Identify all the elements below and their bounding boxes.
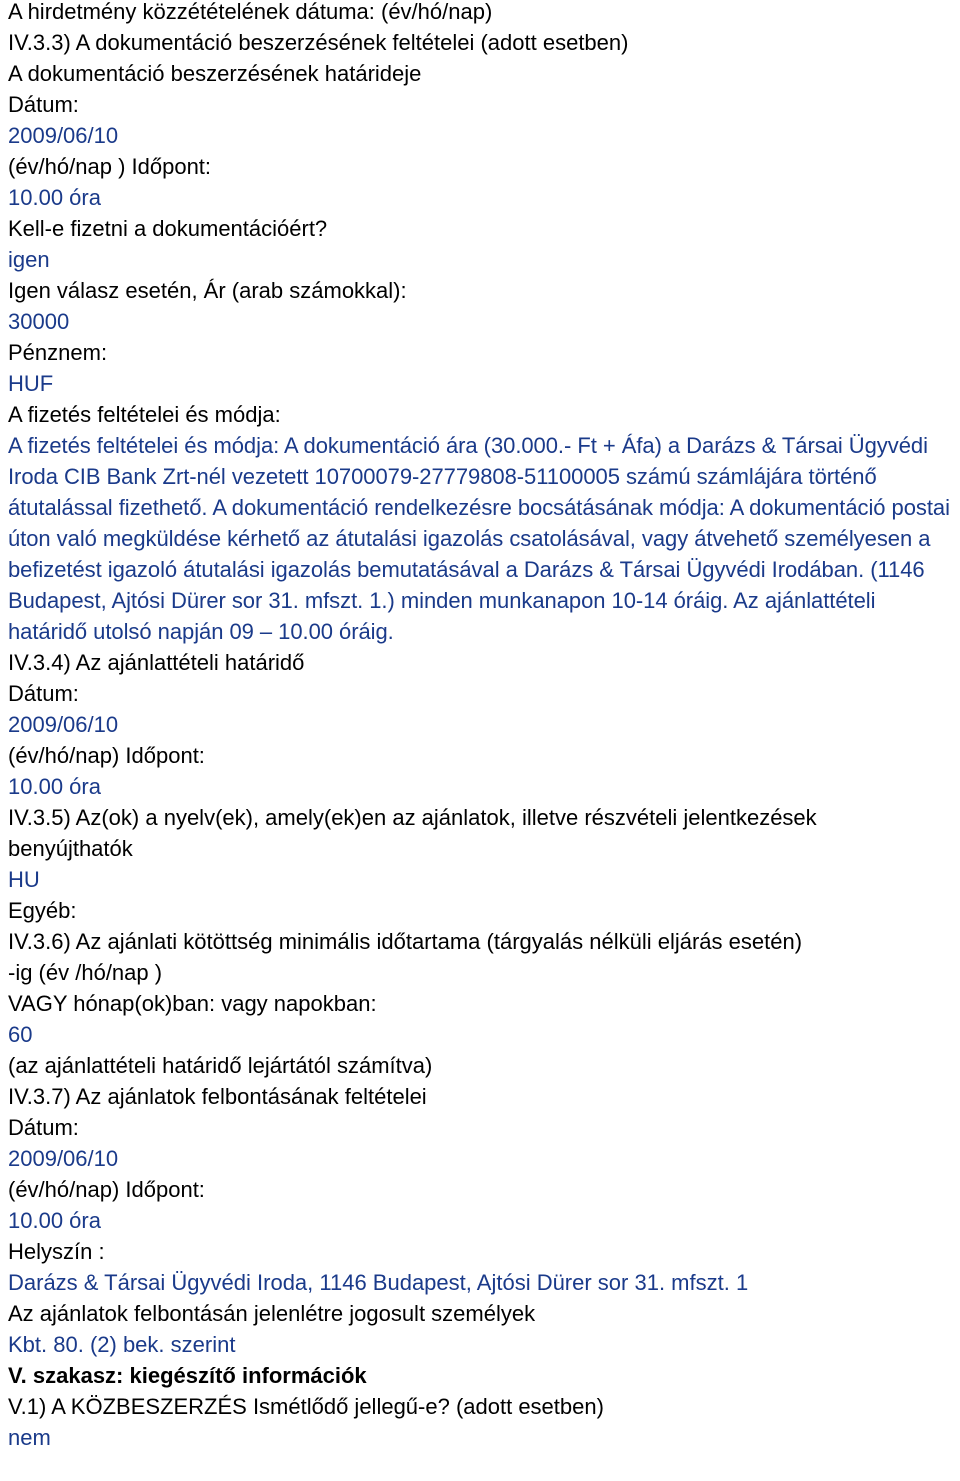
documentation-deadline-label: A dokumentáció beszerzésének határideje bbox=[8, 61, 422, 86]
publication-date-label: A hirdetmény közzétételének dátuma: (év/hó/nap) bbox=[8, 0, 493, 24]
attendees-value: Kbt. 80. (2) bek. szerint bbox=[8, 1332, 236, 1357]
section-iv-3-6-heading: IV.3.6) Az ajánlati kötöttség minimális időtartama (tárgyalás nélküli eljárás esetén) bbox=[8, 929, 803, 954]
payment-terms-text: A fizetés feltételei és módja: A dokumentáció ára (30.000.- Ft + Áfa) a Darázs & Társai Ügyvédi Iroda CIB Bank Zrt-nél vezetett 10700079-27779808-51100005 számú számlájára történő átutalással fizethető. A dokumentáció rendelkezésre bocsátásának módja: A dokumentáció postai úton való megküldése kérhető az átutalási igazolás csatolásával, vagy átvehető személyesen a befizetést igazoló átutalási igazolás bemutatásával a Darázs & Társai Ügyvédi Irodában. (1146 Budapest, Ajtósi Dürer sor 31. mfszt. 1.) minden munkanapon 10-14 óráig. Az ajánlattételi határidő utolsó napján 09 – 10.00 óráig. bbox=[8, 433, 950, 644]
opening-date: 2009/06/10 bbox=[8, 1146, 119, 1171]
currency-value: HUF bbox=[8, 371, 54, 396]
time-label: (év/hó/nap ) Időpont: bbox=[8, 154, 212, 179]
location-label: Helyszín : bbox=[8, 1239, 105, 1264]
date-label: Dátum: bbox=[8, 92, 79, 117]
binding-days-value: 60 bbox=[8, 1022, 33, 1047]
section-iv-3-3-heading: IV.3.3) A dokumentáció beszerzésének feltételei (adott esetben) bbox=[8, 30, 629, 55]
recurring-value: nem bbox=[8, 1425, 51, 1450]
attendees-label: Az ajánlatok felbontásán jelenlétre jogosult személyek bbox=[8, 1301, 536, 1326]
language-value: HU bbox=[8, 867, 40, 892]
payment-required-label: Kell-e fizetni a dokumentációért? bbox=[8, 216, 328, 241]
document-page bbox=[8, 0, 960, 1453]
documentation-deadline-time: 10.00 óra bbox=[8, 185, 101, 210]
opening-time: 10.00 óra bbox=[8, 1208, 101, 1233]
other-label: Egyéb: bbox=[8, 898, 77, 923]
payment-required-value: igen bbox=[8, 247, 50, 272]
section-v-1-question: V.1) A KÖZBESZERZÉS Ismétlődő jellegű-e? (adott esetben) bbox=[8, 1394, 604, 1419]
section-iv-3-4-heading: IV.3.4) Az ajánlattételi határidő bbox=[8, 650, 305, 675]
months-or-days-label: VAGY hónap(ok)ban: vagy napokban: bbox=[8, 991, 377, 1016]
section-iv-3-5-heading: IV.3.5) Az(ok) a nyelv(ek), amely(ek)en az ajánlatok, illetve részvételi jelentkezések bbox=[8, 805, 817, 830]
time-label: (év/hó/nap) Időpont: bbox=[8, 743, 205, 768]
section-iv-3-7-heading: IV.3.7) Az ajánlatok felbontásának feltételei bbox=[8, 1084, 427, 1109]
time-label: (év/hó/nap) Időpont: bbox=[8, 1177, 205, 1202]
documentation-deadline-date: 2009/06/10 bbox=[8, 123, 119, 148]
date-label: Dátum: bbox=[8, 681, 79, 706]
payment-terms-label: A fizetés feltételei és módja: bbox=[8, 402, 281, 427]
until-date-label: -ig (év /hó/nap ) bbox=[8, 960, 163, 985]
section-iv-3-5-heading-cont: benyújthatók bbox=[8, 836, 133, 861]
price-label: Igen válasz esetén, Ár (arab számokkal): bbox=[8, 278, 407, 303]
tender-deadline-date: 2009/06/10 bbox=[8, 712, 119, 737]
price-value: 30000 bbox=[8, 309, 70, 334]
tender-deadline-time: 10.00 óra bbox=[8, 774, 101, 799]
binding-period-note: (az ajánlattételi határidő lejártától számítva) bbox=[8, 1053, 433, 1078]
date-label: Dátum: bbox=[8, 1115, 79, 1140]
section-v-heading: V. szakasz: kiegészítő információk bbox=[8, 1363, 367, 1388]
currency-label: Pénznem: bbox=[8, 340, 108, 365]
opening-location: Darázs & Társai Ügyvédi Iroda, 1146 Budapest, Ajtósi Dürer sor 31. mfszt. 1 bbox=[8, 1270, 749, 1295]
